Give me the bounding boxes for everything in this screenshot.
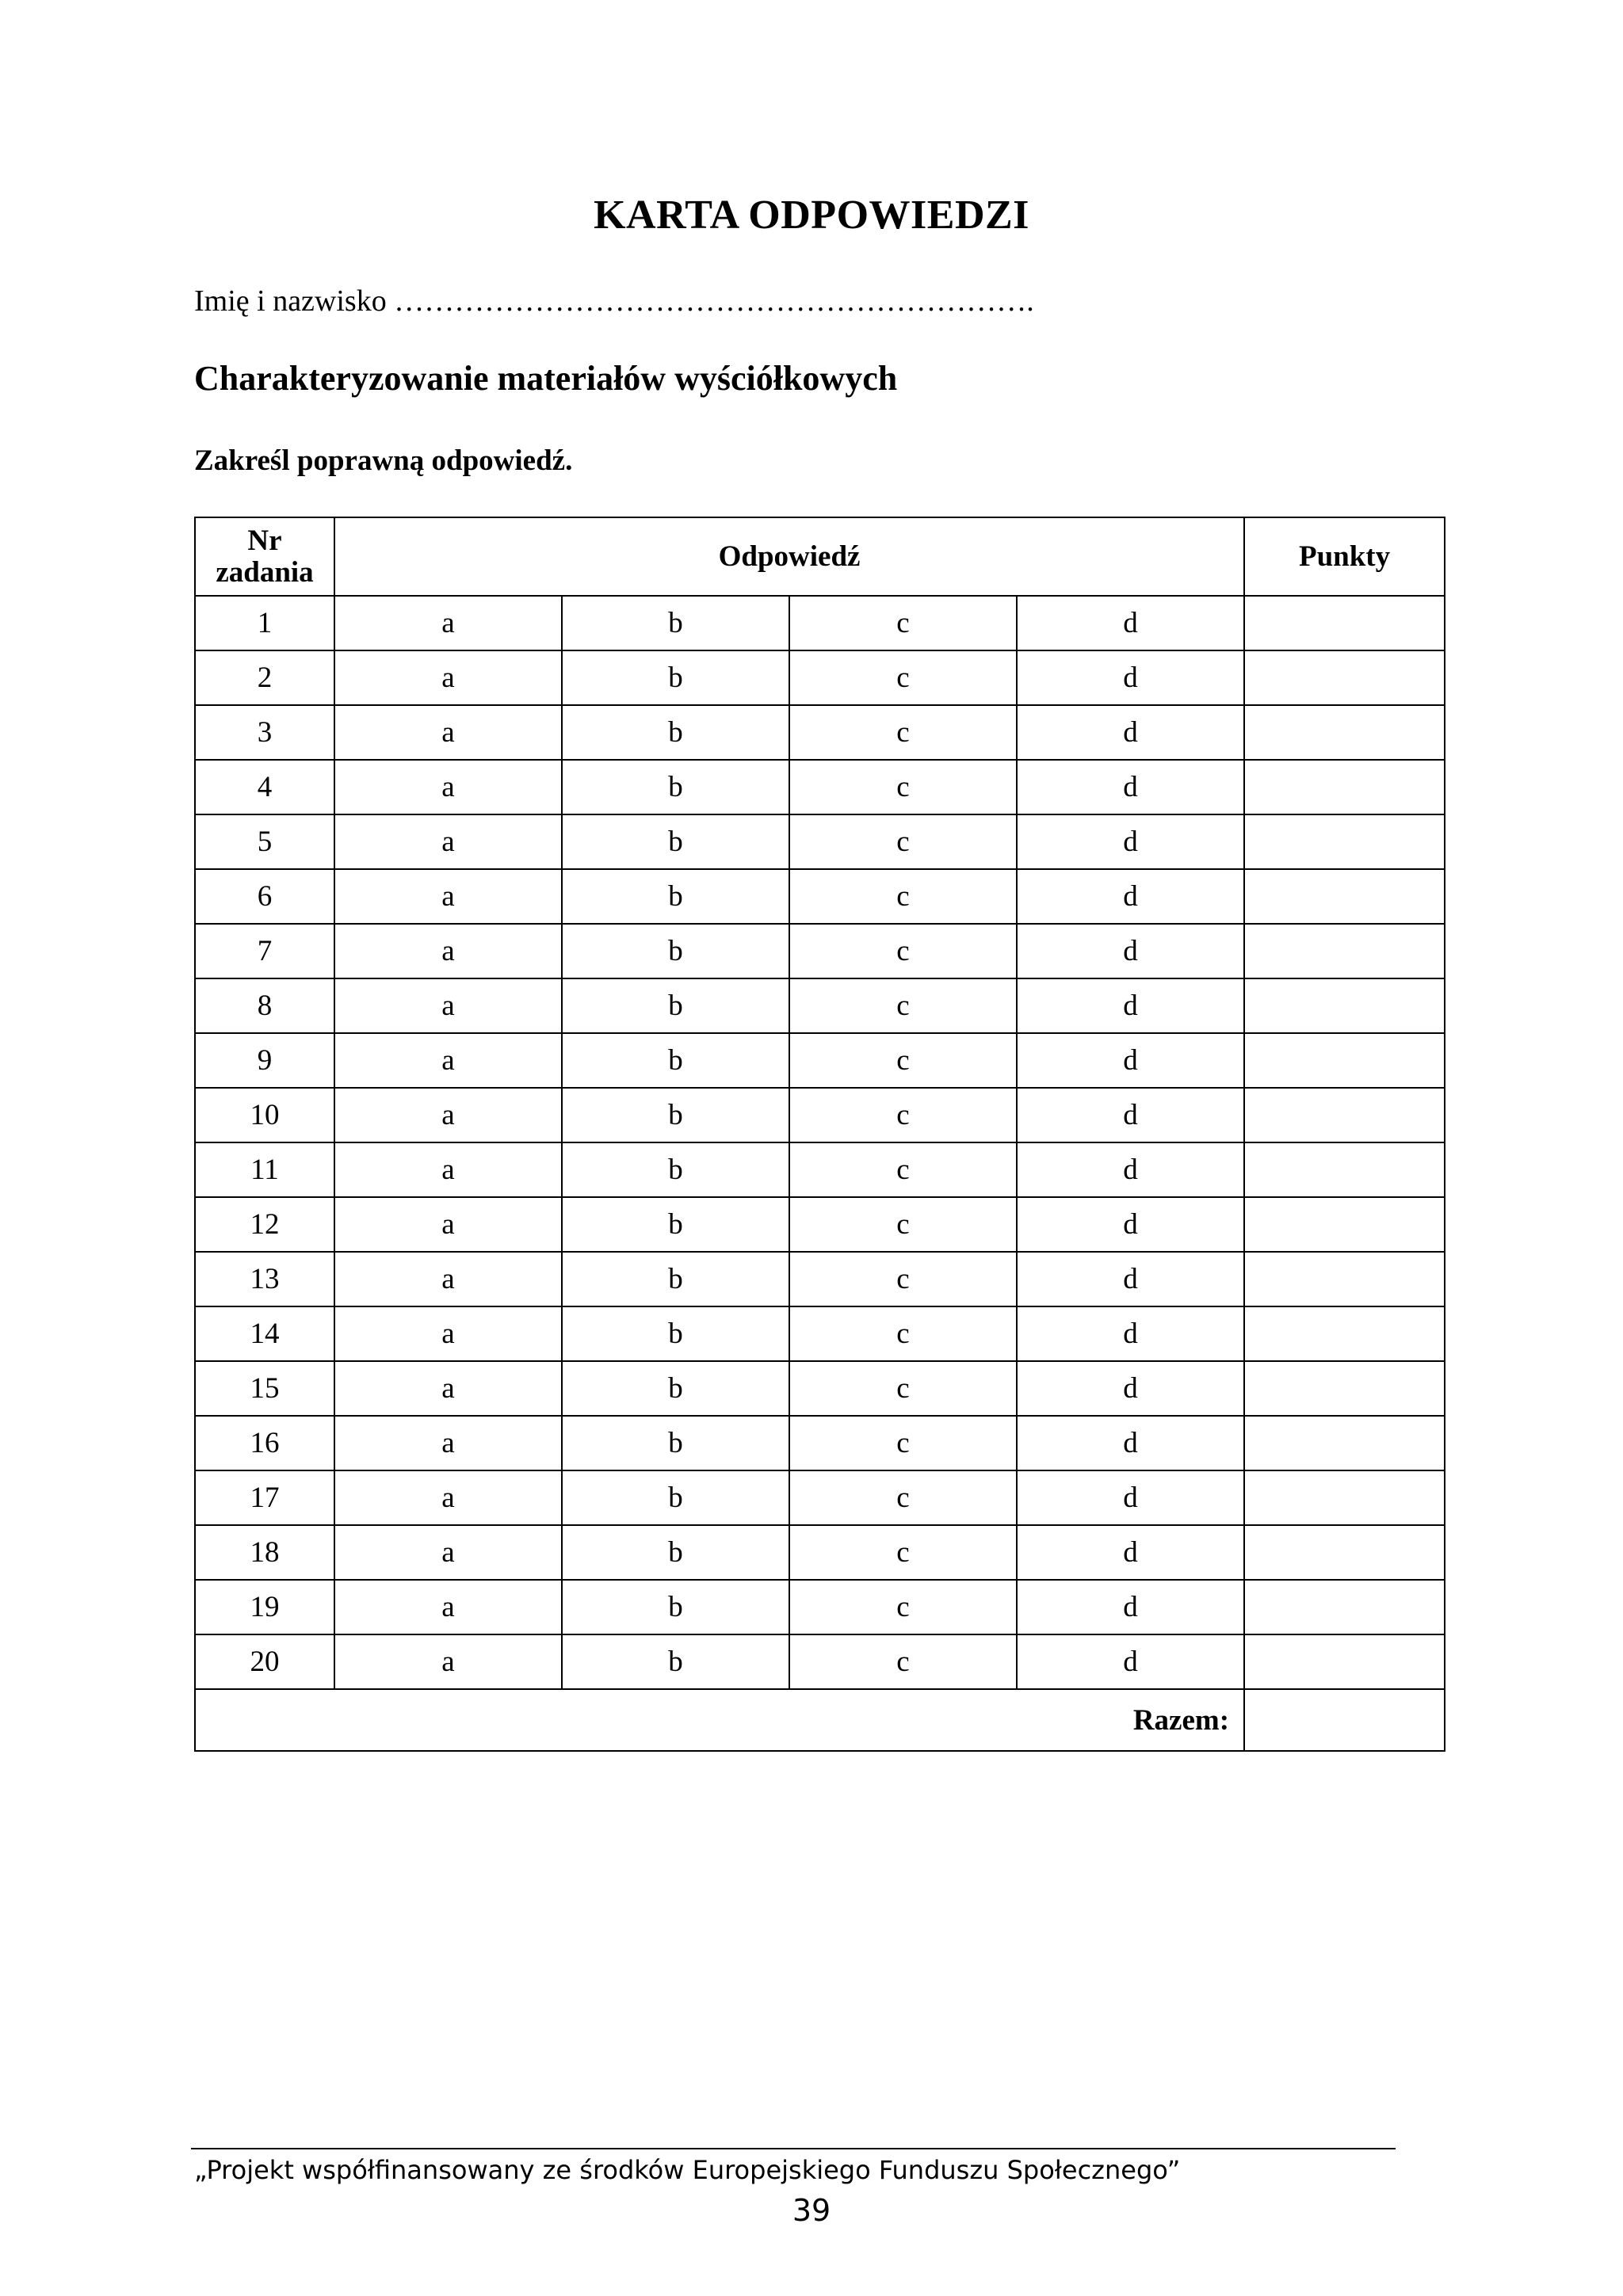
answer-option-c[interactable]: c [789, 705, 1017, 760]
table-row [195, 1416, 1445, 1470]
table-row [195, 1634, 1445, 1689]
answer-option-b[interactable]: b [562, 1197, 789, 1252]
answer-option-b[interactable]: b [562, 1416, 789, 1470]
answer-option-d[interactable]: d [1017, 1088, 1244, 1142]
answer-option-d[interactable]: d [1017, 1033, 1244, 1088]
answer-option-a[interactable]: a [334, 1416, 562, 1470]
header-task-number-line2: zadania [216, 555, 314, 589]
task-number-cell: 6 [195, 869, 334, 924]
task-number-cell: 4 [195, 760, 334, 814]
task-number-cell: 18 [195, 1525, 334, 1580]
answer-option-a[interactable]: a [334, 1470, 562, 1525]
answer-option-c[interactable]: c [789, 1525, 1017, 1580]
task-number-cell: 8 [195, 978, 334, 1033]
answer-option-b[interactable]: b [562, 1252, 789, 1306]
answer-option-d[interactable]: d [1017, 978, 1244, 1033]
answer-option-d[interactable]: d [1017, 1306, 1244, 1361]
answer-option-b[interactable]: b [562, 1525, 789, 1580]
footer-divider [191, 2148, 1396, 2149]
answer-option-c[interactable]: c [789, 650, 1017, 705]
table-row [195, 1580, 1445, 1634]
task-number-cell: 12 [195, 1197, 334, 1252]
answer-option-d[interactable]: d [1017, 1470, 1244, 1525]
answer-option-d[interactable]: d [1017, 1361, 1244, 1416]
task-number-cell: 16 [195, 1416, 334, 1470]
answer-option-b[interactable]: b [562, 1088, 789, 1142]
answer-option-d[interactable]: d [1017, 1634, 1244, 1689]
table-row [195, 705, 1445, 760]
answer-option-c[interactable]: c [789, 760, 1017, 814]
table-row [195, 1088, 1445, 1142]
task-number-cell: 13 [195, 1252, 334, 1306]
answer-option-d[interactable]: d [1017, 760, 1244, 814]
answer-option-b[interactable]: b [562, 1361, 789, 1416]
answer-table-header [195, 517, 1445, 596]
answer-option-a[interactable]: a [334, 924, 562, 978]
points-cell[interactable] [1244, 1306, 1445, 1361]
task-number-cell: 5 [195, 814, 334, 869]
answer-option-b[interactable]: b [562, 705, 789, 760]
answer-option-a[interactable]: a [334, 1306, 562, 1361]
points-cell[interactable] [1244, 1580, 1445, 1634]
answer-option-d[interactable]: d [1017, 1416, 1244, 1470]
table-row [195, 760, 1445, 814]
answer-option-d[interactable]: d [1017, 705, 1244, 760]
answer-option-c[interactable]: c [789, 1634, 1017, 1689]
total-label: Razem: [195, 1689, 1244, 1751]
answer-option-b[interactable]: b [562, 1580, 789, 1634]
task-number-cell: 1 [195, 596, 334, 650]
table-row [195, 1252, 1445, 1306]
answer-option-d[interactable]: d [1017, 1580, 1244, 1634]
points-cell[interactable] [1244, 869, 1445, 924]
answer-option-d[interactable]: d [1017, 1197, 1244, 1252]
answer-option-c[interactable]: c [789, 1088, 1017, 1142]
points-cell[interactable] [1244, 978, 1445, 1033]
task-number-cell: 14 [195, 1306, 334, 1361]
answer-option-a[interactable]: a [334, 1361, 562, 1416]
answer-table-body [195, 596, 1445, 1689]
table-row [195, 650, 1445, 705]
answer-option-c[interactable]: c [789, 924, 1017, 978]
points-cell[interactable] [1244, 1033, 1445, 1088]
answer-option-c[interactable]: c [789, 1580, 1017, 1634]
answer-option-c[interactable]: c [789, 1416, 1017, 1470]
answer-option-d[interactable]: d [1017, 1525, 1244, 1580]
answer-option-a[interactable]: a [334, 760, 562, 814]
answer-option-b[interactable]: b [562, 650, 789, 705]
answer-option-c[interactable]: c [789, 1252, 1017, 1306]
answer-option-a[interactable]: a [334, 596, 562, 650]
answer-option-b[interactable]: b [562, 1033, 789, 1088]
answer-option-d[interactable]: d [1017, 1142, 1244, 1197]
answer-option-b[interactable]: b [562, 1470, 789, 1525]
answer-option-b[interactable]: b [562, 1306, 789, 1361]
answer-option-a[interactable]: a [334, 1580, 562, 1634]
task-number-cell: 3 [195, 705, 334, 760]
answer-option-b[interactable]: b [562, 760, 789, 814]
header-answer: Odpowiedź [334, 517, 1244, 596]
answer-option-d[interactable]: d [1017, 924, 1244, 978]
points-cell[interactable] [1244, 814, 1445, 869]
points-cell[interactable] [1244, 1361, 1445, 1416]
task-number-cell: 20 [195, 1634, 334, 1689]
answer-option-c[interactable]: c [789, 1142, 1017, 1197]
answer-option-a[interactable]: a [334, 1525, 562, 1580]
points-cell[interactable] [1244, 1088, 1445, 1142]
answer-option-d[interactable]: d [1017, 650, 1244, 705]
answer-option-d[interactable]: d [1017, 814, 1244, 869]
answer-option-a[interactable]: a [334, 1634, 562, 1689]
student-name-field: Imię i nazwisko ………………………………………………………. [194, 284, 1034, 318]
task-number-cell: 7 [195, 924, 334, 978]
answer-option-d[interactable]: d [1017, 1252, 1244, 1306]
subject-heading: Charakteryzowanie materiałów wyściółkowych [194, 359, 898, 398]
answer-option-a[interactable]: a [334, 1197, 562, 1252]
footer-funding-note: „Projekt współfinansowany ze środków Europejskiego Funduszu Społecznego” [194, 2155, 1181, 2185]
points-cell[interactable] [1244, 650, 1445, 705]
answer-option-a[interactable]: a [334, 1252, 562, 1306]
table-row [195, 1470, 1445, 1525]
answer-option-c[interactable]: c [789, 596, 1017, 650]
header-points: Punkty [1244, 517, 1445, 596]
table-row [195, 1525, 1445, 1580]
task-number-cell: 2 [195, 650, 334, 705]
page-number: 39 [792, 2193, 831, 2228]
answer-option-c[interactable]: c [789, 1033, 1017, 1088]
points-cell[interactable] [1244, 596, 1445, 650]
answer-option-a[interactable]: a [334, 650, 562, 705]
task-number-cell: 19 [195, 1580, 334, 1634]
answer-option-a[interactable]: a [334, 1088, 562, 1142]
answer-option-a[interactable]: a [334, 869, 562, 924]
answer-option-c[interactable]: c [789, 1361, 1017, 1416]
page-title: KARTA ODPOWIEDZI [594, 193, 1029, 238]
task-number-cell: 17 [195, 1470, 334, 1525]
table-row [195, 1306, 1445, 1361]
table-row [195, 924, 1445, 978]
points-cell[interactable] [1244, 1416, 1445, 1470]
task-number-cell: 11 [195, 1142, 334, 1197]
task-number-cell: 9 [195, 1033, 334, 1088]
answer-option-b[interactable]: b [562, 1142, 789, 1197]
table-row [195, 1197, 1445, 1252]
answer-option-c[interactable]: c [789, 869, 1017, 924]
answer-option-a[interactable]: a [334, 1142, 562, 1197]
instruction-text: Zakreśl poprawną odpowiedź. [194, 444, 573, 477]
task-number-cell: 15 [195, 1361, 334, 1416]
points-cell[interactable] [1244, 1634, 1445, 1689]
table-row [195, 596, 1445, 650]
answer-option-d[interactable]: d [1017, 869, 1244, 924]
points-cell[interactable] [1244, 760, 1445, 814]
task-number-cell: 10 [195, 1088, 334, 1142]
table-row [195, 814, 1445, 869]
table-row [195, 1033, 1445, 1088]
answer-option-c[interactable]: c [789, 1306, 1017, 1361]
answer-option-a[interactable]: a [334, 705, 562, 760]
answer-option-b[interactable]: b [562, 924, 789, 978]
table-row [195, 978, 1445, 1033]
table-row [195, 1142, 1445, 1197]
answer-option-b[interactable]: b [562, 1634, 789, 1689]
answer-option-b[interactable]: b [562, 596, 789, 650]
table-row [195, 869, 1445, 924]
total-row [195, 1689, 1445, 1751]
answer-option-c[interactable]: c [789, 1197, 1017, 1252]
points-cell[interactable] [1244, 1197, 1445, 1252]
points-cell[interactable] [1244, 1470, 1445, 1525]
points-cell[interactable] [1244, 1142, 1445, 1197]
answer-option-c[interactable]: c [789, 978, 1017, 1033]
answer-option-b[interactable]: b [562, 814, 789, 869]
points-cell[interactable] [1244, 924, 1445, 978]
answer-option-a[interactable]: a [334, 1033, 562, 1088]
answer-option-a[interactable]: a [334, 978, 562, 1033]
answer-option-c[interactable]: c [789, 1470, 1017, 1525]
answer-option-b[interactable]: b [562, 978, 789, 1033]
answer-option-c[interactable]: c [789, 814, 1017, 869]
total-points-cell[interactable] [1244, 1689, 1445, 1751]
points-cell[interactable] [1244, 1525, 1445, 1580]
header-task-number-line1: Nr [247, 524, 282, 557]
header-task-number [195, 517, 334, 596]
points-cell[interactable] [1244, 705, 1445, 760]
answer-table [194, 517, 1445, 1752]
answer-option-b[interactable]: b [562, 869, 789, 924]
answer-option-d[interactable]: d [1017, 596, 1244, 650]
points-cell[interactable] [1244, 1252, 1445, 1306]
answer-option-a[interactable]: a [334, 814, 562, 869]
table-row [195, 1361, 1445, 1416]
